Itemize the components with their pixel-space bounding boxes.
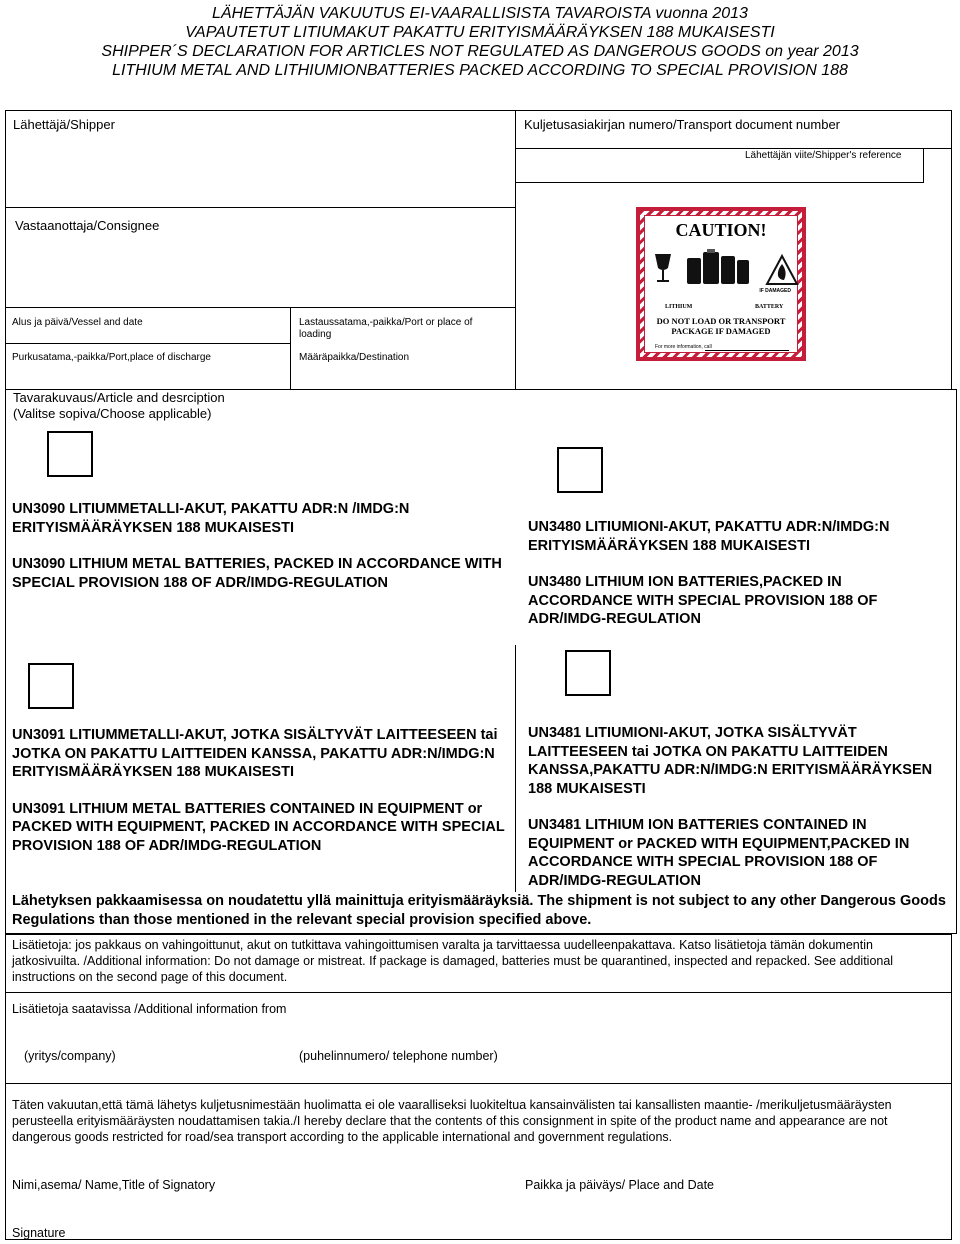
- un3481-checkbox[interactable]: [565, 650, 611, 696]
- grid-divider: [5, 1083, 952, 1084]
- contact-heading: Lisätietoja saatavissa /Additional information from: [12, 1002, 287, 1016]
- caution-label-panel: [644, 215, 798, 353]
- document-title: [0, 4, 960, 80]
- grid-divider: [5, 207, 516, 208]
- un3480-fi-text: UN3480 LITIUMIONI-AKUT, PAKATTU ADR:N/IMDG:N ERITYISMÄÄRÄYKSEN 188 MUKAISESTI: [528, 519, 890, 554]
- title-line-3: SHIPPER´S DECLARATION FOR ARTICLES NOT REGULATED AS DANGEROUS GOODS on year 2013: [101, 43, 859, 60]
- destination-label: Määräpaikka/Destination: [299, 352, 410, 363]
- consignee-label: Vastaanottaja/Consignee: [15, 218, 160, 233]
- grid-divider: [515, 148, 952, 149]
- company-field-label: (yritys/company): [24, 1049, 116, 1063]
- un3481-en-text: UN3481 LITHIUM ION BATTERIES CONTAINED IN EQUIPMENT or PACKED WITH EQUIPMENT,PACKED IN ACCORDANCE WITH SPECIAL PROVISION 188 OF ADR/IMDG-REGULATION: [528, 817, 910, 889]
- shipper-reference-label: Lähettäjän viite/Shipper's reference: [745, 150, 902, 161]
- grid-divider: [5, 992, 952, 993]
- un3481-option: [528, 724, 953, 890]
- article-heading: Tavarakuvaus/Article and desrciption: [13, 390, 225, 405]
- un3480-option: [528, 518, 948, 629]
- shipper-label: Lähettäjä/Shipper: [13, 117, 115, 132]
- un3091-checkbox[interactable]: [28, 663, 74, 709]
- un3091-fi-text: UN3091 LITIUMMETALLI-AKUT, JOTKA SISÄLTYVÄT LAITTEESEEN tai JOTKA ON PAKATTU LAITTEIDEN KANSSA, PAKATTU ADR:N/IMDG:N ERITYISMÄÄRÄYKSEN 188 MUKAISESTI: [12, 727, 498, 780]
- grid-divider: [515, 182, 924, 183]
- packing-statement: Lähetyksen pakkaamisessa on noudatettu yllä mainittuja erityismääräyksiä. The shipment is not subject to any other Dangerous Goods Regulations than those mentioned in the relevant special provision specified above.: [12, 893, 946, 928]
- vessel-date-label: Alus ja päivä/Vessel and date: [12, 317, 143, 328]
- un3090-en-text: UN3090 LITHIUM METAL BATTERIES, PACKED IN ACCORDANCE WITH SPECIAL PROVISION 188 OF ADR/IMDG-REGULATION: [12, 556, 502, 591]
- place-date-label: Paikka ja päiväys/ Place and Date: [525, 1178, 714, 1192]
- more-info-text: For more information, call: [655, 344, 712, 350]
- un3091-en-text: UN3091 LITHIUM METAL BATTERIES CONTAINED IN EQUIPMENT or PACKED WITH EQUIPMENT, PACKED IN ACCORDANCE WITH SPECIAL PROVISION 188 OF ADR/IMDG-REGULATION: [12, 800, 505, 854]
- transport-document-label: Kuljetusasiakirjan numero/Transport document number: [524, 117, 841, 132]
- if-damaged-text: IF DAMAGED: [759, 288, 791, 294]
- grid-divider: [5, 307, 516, 308]
- grid-divider: [923, 148, 924, 183]
- grid-divider: [515, 645, 516, 892]
- title-line-4: LITHIUM METAL AND LITHIUMIONBATTERIES PACKED ACCORDING TO SPECIAL PROVISION 188: [112, 62, 848, 79]
- battery-text: BATTERY: [755, 304, 784, 310]
- package-damaged-text: PACKAGE IF DAMAGED: [671, 326, 771, 336]
- choose-applicable-label: (Valitse sopiva/Choose applicable): [13, 406, 212, 421]
- un3480-en-text: UN3480 LITHIUM ION BATTERIES,PACKED IN ACCORDANCE WITH SPECIAL PROVISION 188 OF ADR/IMDG-REGULATION: [528, 574, 878, 627]
- declaration-text: Täten vakuutan,että tämä lähetys kuljetusnimestään huolimatta ei ole vaaralliseksi luokiteltua kansainvälisten tai kansallisten maantie- /merikuljetusmääräysten perusteella erityismääräysten noudattamisen takia./I hereby declare that the contents of this consignment in spite of the product name and appearance are not dangerous goods restricted for road/sea transport according to the applicable international and government regulations.: [12, 1098, 892, 1144]
- phone-field-label: (puhelinnumero/ telephone number): [299, 1049, 498, 1063]
- battery-cells-icon: [687, 249, 749, 284]
- un3480-checkbox[interactable]: [557, 447, 603, 493]
- un3090-checkbox[interactable]: [47, 431, 93, 477]
- port-loading-label: Lastaussatama,-paikka/Port or place of loading: [299, 317, 473, 340]
- caution-title: CAUTION!: [675, 220, 767, 240]
- un3091-option: [12, 726, 510, 855]
- grid-divider: [515, 110, 516, 390]
- flame-icon: [767, 256, 797, 284]
- port-discharge-label: Purkusatama,-paikka/Port,place of discharge: [12, 352, 211, 363]
- title-line-1: LÄHETTÄJÄN VAKUUTUS EI-VAARALLISISTA TAVAROISTA vuonna 2013: [212, 5, 748, 22]
- caution-label: [636, 207, 806, 361]
- title-line-2: VAPAUTETUT LITIUMAKUT PAKATTU ERITYISMÄÄRÄYKSEN 188 MUKAISESTI: [185, 24, 775, 41]
- additional-info-text: Lisätietoja: jos pakkaus on vahingoittunut, akut on tutkittava vahingoittumisen varalta ja tarvittaessa uudelleenpakattava. Katso lisätietoja tämän dokumentin jatkosivuilta. /Additional information: Do not damage or mistreat. If package is damaged, batteries must be quarantined, inspected and repacked. See additional instructions on the second page of this document.: [12, 938, 894, 984]
- un3090-fi-text: UN3090 LITIUMMETALLI-AKUT, PAKATTU ADR:N /IMDG:N ERITYISMÄÄRÄYKSEN 188 MUKAISESTI: [12, 501, 410, 536]
- un3090-option: [12, 500, 502, 592]
- caution-pictograms: [649, 244, 801, 292]
- signatory-name-label: Nimi,asema/ Name,Title of Signatory: [12, 1178, 216, 1192]
- grid-divider: [290, 307, 291, 390]
- lithium-text: LITHIUM: [665, 304, 693, 310]
- broken-glass-icon: [655, 254, 671, 282]
- grid-divider: [5, 343, 291, 344]
- phone-line: [705, 350, 789, 351]
- do-not-load-text: DO NOT LOAD OR TRANSPORT: [656, 316, 786, 326]
- signature-label: Signature: [12, 1226, 66, 1240]
- un3481-fi-text: UN3481 LITIUMIONI-AKUT, JOTKA SISÄLTYVÄT LAITTEESEEN tai JOTKA ON PAKATTU LAITTEIDEN KANSSA,PAKATTU ADR:N/IMDG:N ERITYISMÄÄRÄYKSEN 188 MUKAISESTI: [528, 725, 933, 797]
